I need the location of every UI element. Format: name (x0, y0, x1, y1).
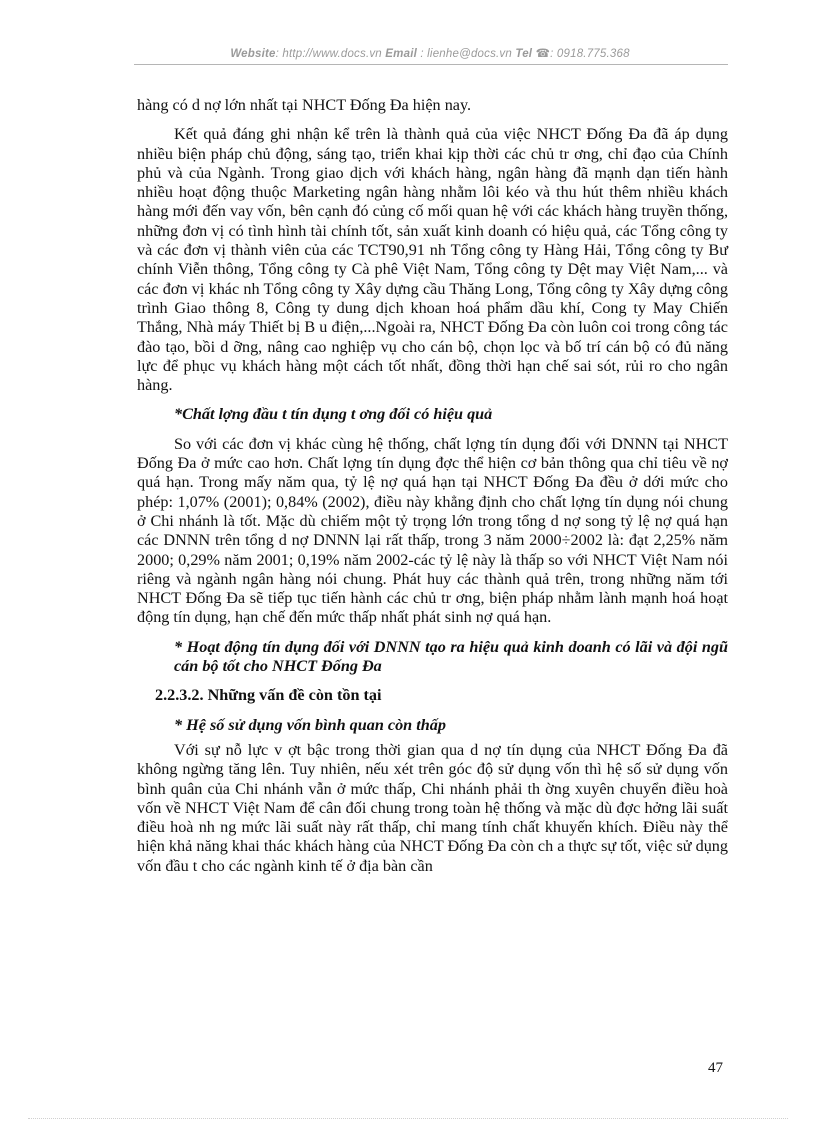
footer-divider (28, 1118, 788, 1119)
website-value: : http://www.docs.vn (275, 48, 382, 60)
website-label: Website (230, 48, 276, 60)
page-number: 47 (708, 1060, 723, 1076)
heading-credit-quality: *Chất lợng đầu t tín dụng t ơng đối có hiệu quả (174, 405, 493, 424)
email-label: Email (385, 48, 417, 60)
paragraph-continuation: hàng có d nợ lớn nhất tại NHCT Đống Đa hiện nay. (137, 96, 472, 114)
page-header (130, 46, 730, 60)
heading-capital-ratio: * Hệ số sử dụng vốn bình quan còn thấp (174, 715, 446, 734)
paragraph-capital-ratio: Với sự nỗ lực v ợt bậc trong thời gian qua d nợ tín dụng của NHCT Đống Đa đã không ngừng tăng lên. Tuy nhiên, nếu xét trên góc độ sử dụng vốn thì hệ số sử dụng vốn bình quân của Chi nhánh vẫn ở mức thấp, Chi nhánh phải th ờng xuyên chuyển điều hoà vốn về NHCT Việt Nam để cân đối chung trong toàn hệ thống và mặc dù đợc hởng lãi suất điều hoà nh ng mức lãi suất này rất thấp, chỉ mang tính chất khuyến khích. Điều này thể hiện khả năng khai thác khách hàng của NHCT Đống Đa còn ch a thực sự tốt, việc sử dụng vốn đầu t cho các ngành kinh tế ở địa bàn cần (137, 740, 728, 875)
tel-value: : 0918.775.368 (550, 48, 630, 60)
email-value: : lienhe@docs.vn (420, 48, 512, 60)
document-body (137, 96, 728, 876)
section-title: 2.2.3.2. Những vấn đề còn tồn tại (155, 686, 382, 705)
tel-label: Tel (515, 48, 533, 60)
phone-icon: ☎ (535, 48, 551, 60)
header-divider (134, 64, 728, 65)
paragraph-credit-quality: So với các đơn vị khác cùng hệ thống, chất lợng tín dụng đối với DNNN tại NHCT Đống Đa ở mức cao hơn. Chất lợng tín dụng đợc thể hiện cơ bản thông qua chỉ tiêu về nợ quá hạn. Trong mấy năm qua, tỷ lệ nợ quá hạn tại NHCT Đống Đa đều ở dới mức cho phép: 1,07% (2001); 0,84% (2002), điều này khẳng định cho chất lợng tín dụng nói chung ở Chi nhánh là tốt. Mặc dù chiếm một tỷ trọng lớn trong tổng d nợ song tỷ lệ nợ quá hạn các DNNN trên tổng d nợ DNNN lại rất thấp, trong 3 năm 2000÷2002 là: đạt 2,25% năm 2000; 0,29% năm 2001; 0,19% năm 2002-các tỷ lệ này là thấp so với NHCT Việt Nam nói riêng và ngành ngân hàng nói chung. Phát huy các thành quả trên, trong những năm tới NHCT Đống Đa sẽ tiếp tục tiến hành các chủ tr ơng, biện pháp nhằm lành mạnh hoá hoạt động tín dụng, hạn chế đến mức thấp nhất phát sinh nợ quá hạn. (137, 434, 728, 627)
paragraph-results: Kết quả đáng ghi nhận kể trên là thành quả của việc NHCT Đống Đa đã áp dụng nhiều biện pháp chủ động, sáng tạo, triển khai kịp thời các chủ tr ơng, chỉ đạo của Chính phủ và của Ngành. Trong giao dịch với khách hàng, ngân hàng đã mạnh dạn tiến hành nhiều hoạt động thuộc Marketing ngân hàng nhằm lôi kéo và thu hút thêm nhiều khách hàng mới đến vay vốn, bên cạnh đó củng cố mối quan hệ với các khách hàng truyền thống, những đơn vị có tình hình tài chính tốt, sản xuất kinh doanh có hiệu quả, các Tổng công ty và các đơn vị thành viên của các TCT90,91 nh Tổng công ty Hàng Hải, Tổng công ty Bư chính Viễn thông, Tổng công ty Cà phê Việt Nam, Tổng công ty Dệt may Việt Nam,... và các đơn vị khác nh Tổng công ty Xây dựng cầu Thăng Long, Tổng công ty Xây dựng công trình Giao thông 8, Công ty dung dịch khoan hoá phẩm dầu khí, Cong ty May Chiến Thắng, Nhà máy Thiết bị B u điện,...Ngoài ra, NHCT Đống Đa còn luôn coi trong công tác đào tạo, bồi d ỡng, nâng cao nghiệp vụ cho cán bộ, chọn lọc và bố trí cán bộ có đủ năng lực để phục vụ khách hàng một cách tốt nhất, đồng thời hạn chế sai sót, rủi ro cho ngân hàng. (137, 125, 728, 395)
heading-credit-efficiency: * Hoạt động tín dụng đối với DNNN tạo ra hiệu quả kinh doanh có lãi và đội ngũ cán bộ tốt cho NHCT Đống Đa (174, 637, 728, 676)
